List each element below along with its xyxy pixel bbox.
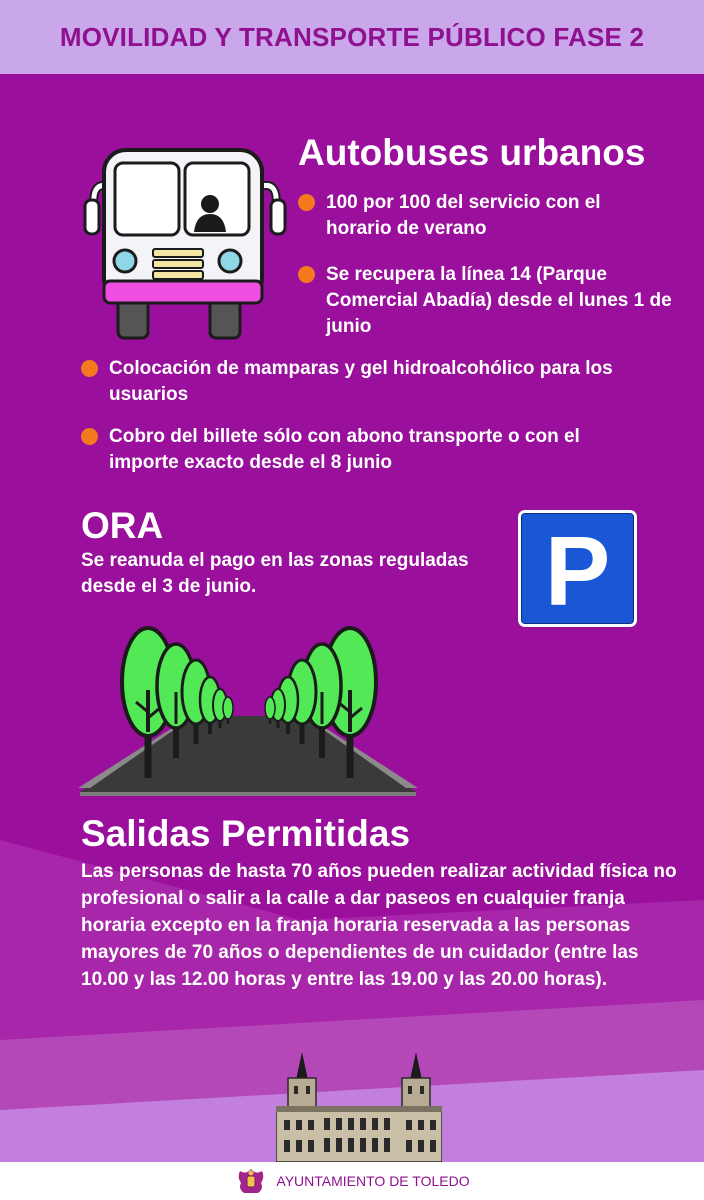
parking-sign-letter: P: [544, 515, 611, 626]
bullet-dot: [298, 266, 315, 283]
bus-section-title: Autobuses urbanos: [298, 132, 646, 173]
page-title: MOVILIDAD Y TRANSPORTE PÚBLICO FASE 2: [59, 21, 645, 52]
header-bar: [0, 0, 704, 74]
alcazar-building-icon: [276, 1046, 442, 1164]
bus-bullet-3: [81, 356, 641, 408]
bullet-text: Se recupera la línea 14 (Parque Comercial Abadía) desde el lunes 1 de junio: [326, 264, 672, 337]
footer-label: AYUNTAMIENTO DE TOLEDO: [276, 1173, 470, 1189]
tree-lined-road-icon: [78, 620, 418, 798]
bus-bullet-2: [298, 262, 673, 340]
bullet-dot: [81, 428, 98, 445]
salidas-section-text: Las personas de hasta 70 años pueden realizar actividad física no profesional o salir a la calle a dar paseos en cualquier franja horaria excepto en la franja horaria reservada a las personas mayores de 70 años o dependientes de un cuidador (entre las 10.00 y las 12.00 horas y entre las 19.00 y las 20.00 horas).: [81, 861, 677, 990]
toledo-coat-of-arms-icon: [234, 1167, 268, 1195]
bullet-text: Cobro del billete sólo con abono transporte o con el importe exacto desde el 8 junio: [109, 426, 580, 473]
bullet-text: 100 por 100 del servicio con el horario de verano: [326, 192, 601, 239]
bus-bullet-1: [298, 190, 668, 242]
bus-bullet-4: [81, 424, 621, 476]
bus-icon: [82, 146, 288, 342]
salidas-section-title: Salidas Permitidas: [81, 813, 411, 854]
bullet-dot: [298, 194, 315, 211]
parking-sign-icon: [518, 510, 637, 627]
bullet-dot: [81, 360, 98, 377]
bullet-text: Colocación de mamparas y gel hidroalcohólico para los usuarios: [109, 358, 613, 405]
ora-section-text: Se reanuda el pago en las zonas reguladas desde el 3 de junio.: [81, 550, 469, 597]
footer-bar: [0, 1162, 704, 1200]
ora-section-title: ORA: [81, 505, 164, 546]
